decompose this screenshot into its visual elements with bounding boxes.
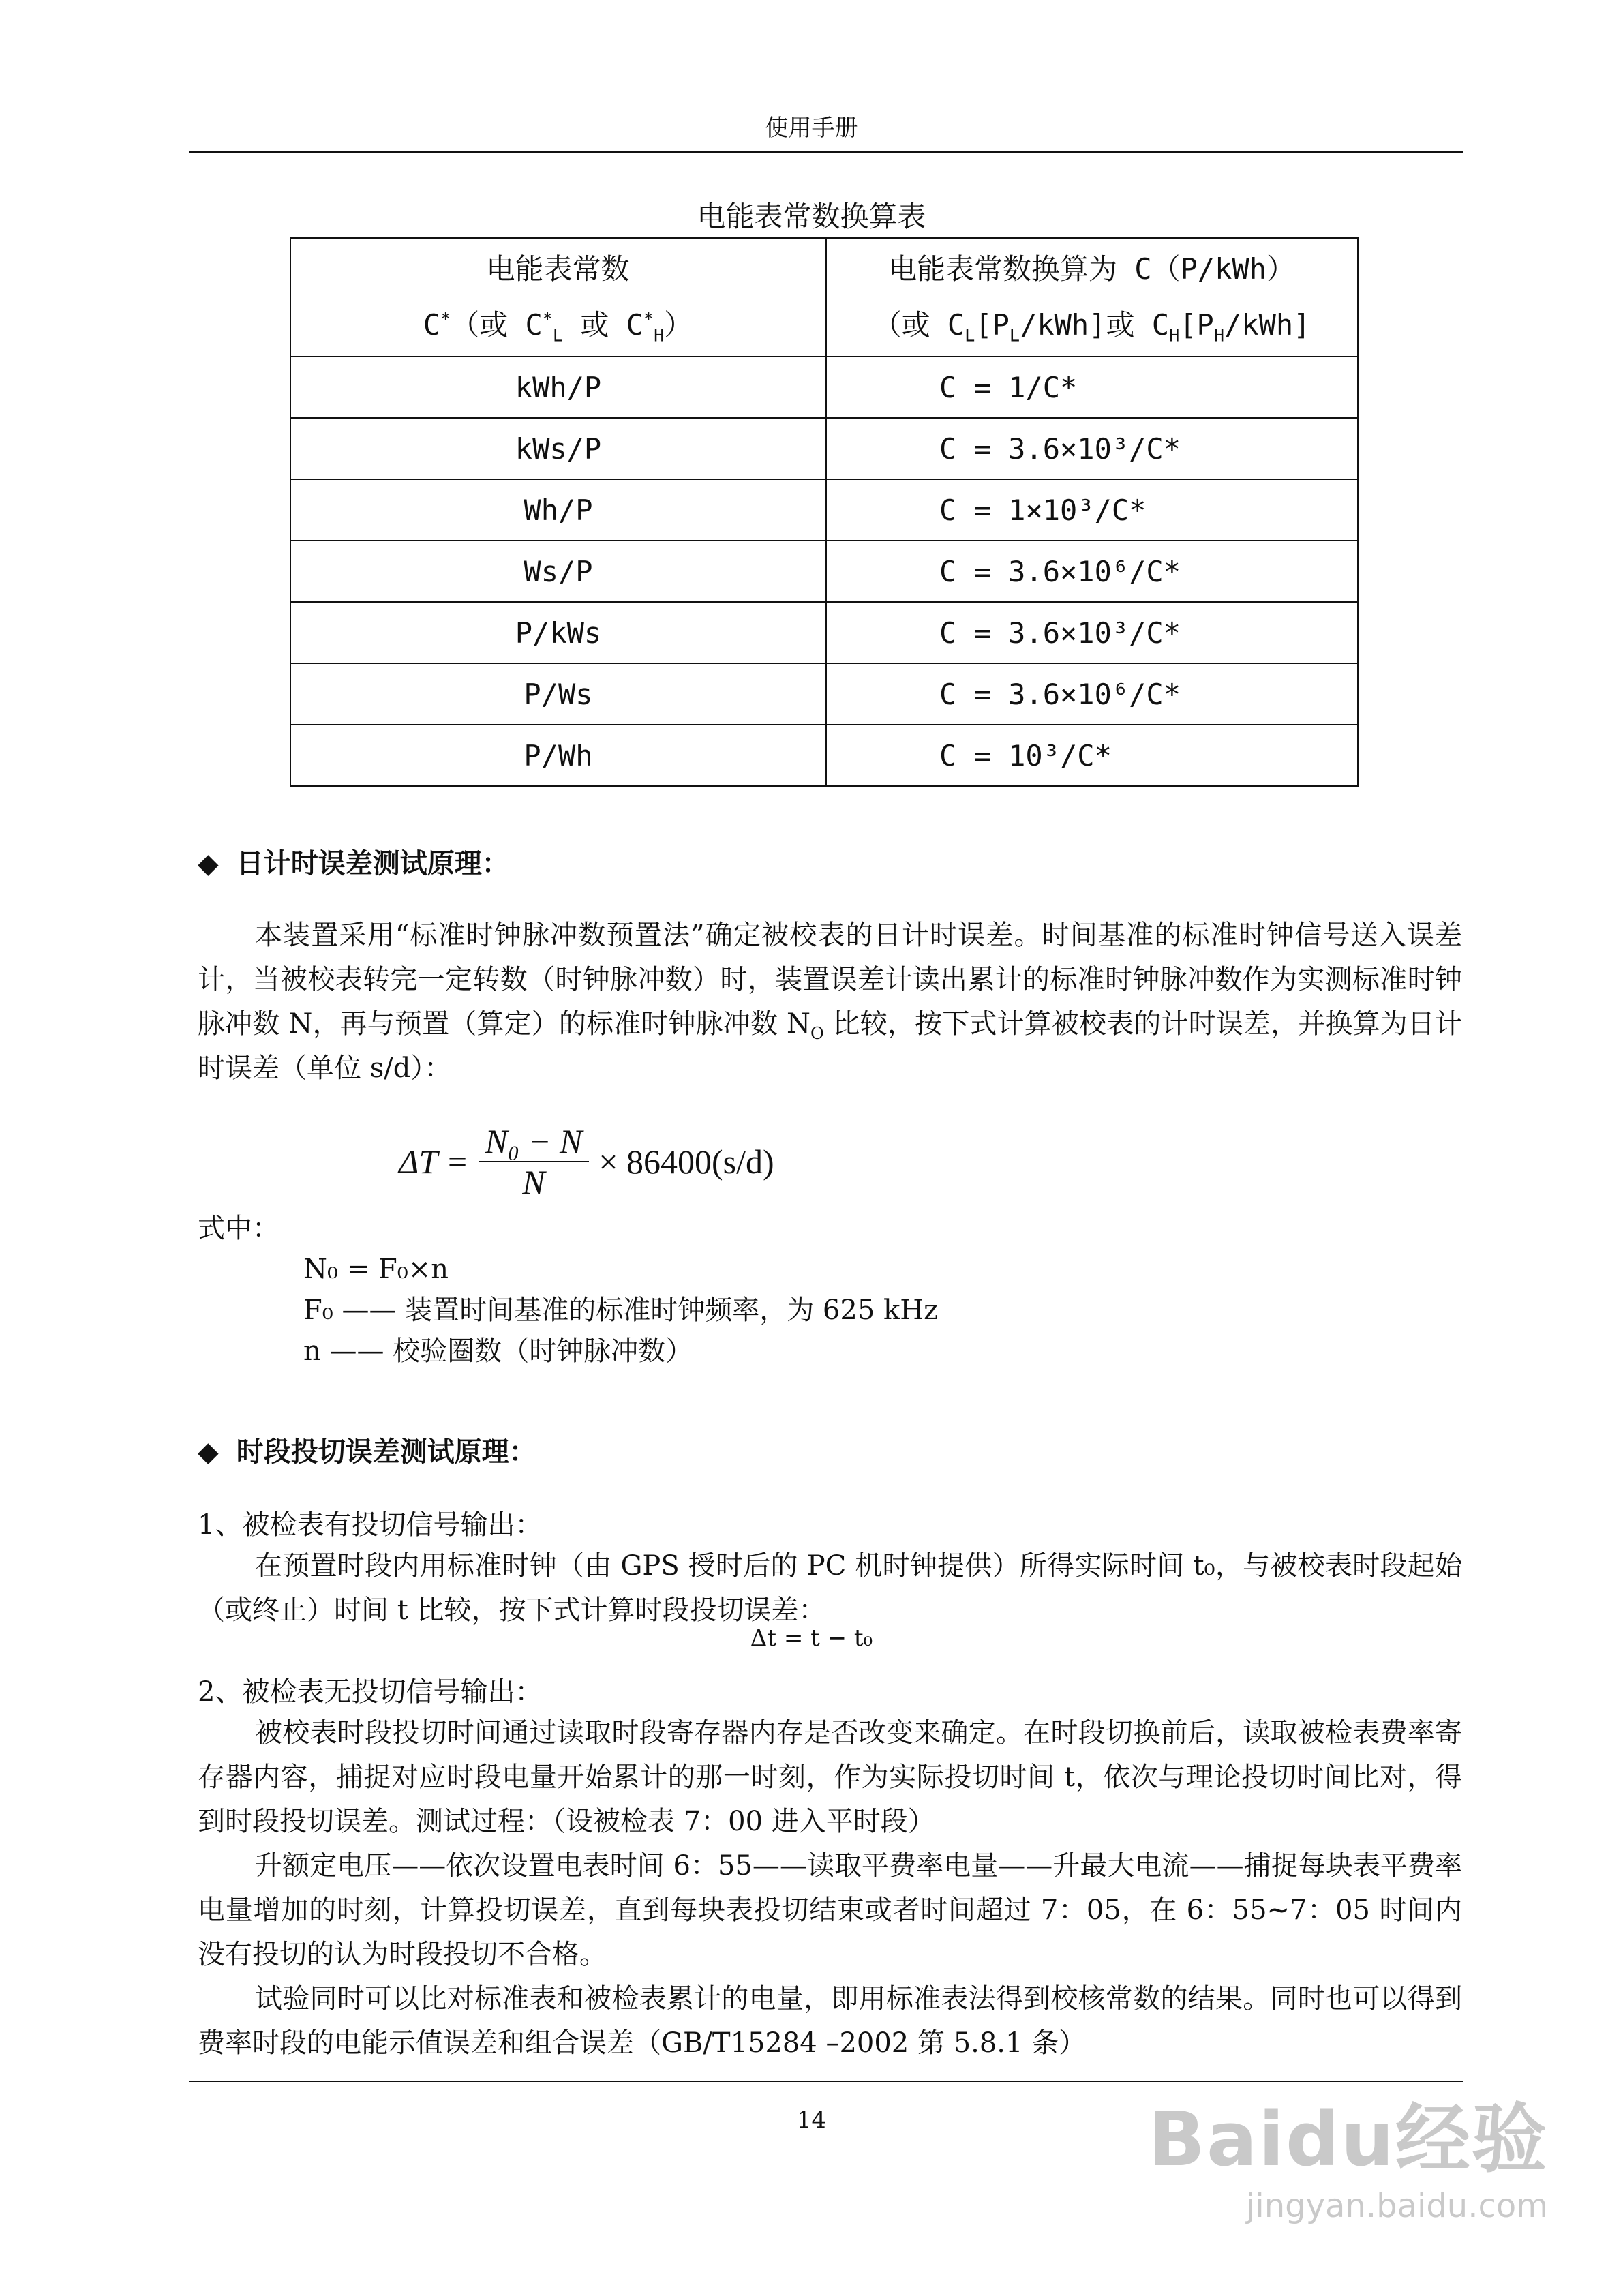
formula-cell: C = 3.6×10³/C*	[826, 602, 1358, 663]
section1-paragraph-text: 本装置采用“标准时钟脉冲数预置法”确定被校表的日计时误差。时间基准的标准时钟信号送入误差计，当被校表转完一定转数（时钟脉冲数）时，装置误差计读出累计的标准时钟脉冲数作为实测标准时钟脉冲数 N，再与预置（算定）的标准时钟脉冲数 N	[198, 920, 1462, 1040]
watermark-url: jingyan.baidu.com	[1246, 2187, 1548, 2225]
page-header-title: 使用手册	[765, 115, 858, 142]
formula-cell: C = 3.6×10³/C*	[826, 418, 1358, 479]
watermark-logo: Baidu经验	[1148, 2096, 1548, 2183]
table-row	[290, 663, 1358, 725]
unit-cell: Ws/P	[290, 541, 826, 602]
header-col1-line1: 电能表常数	[486, 252, 630, 286]
item2-title: 2、被检表无投切信号输出：	[198, 1676, 543, 1708]
item2-extra: 试验同时可以比对标准表和被检表累计的电量，即用标准表法得到校核常数的结果。同时也可以得到费率时段的电能示值误差和组合误差（GB/T15284 –2002 第 5.8.1 条）	[198, 1983, 1462, 2059]
formula-fraction	[479, 1121, 590, 1202]
item2-text: 被校表时段投切时间通过读取时段寄存器内存是否改变来确定。在时段切换前后，读取被检表费率寄存器内容，捕捉对应时段电量开始累计的那一时刻，作为实际投切时间 t，依次与理论投切时间比对，得到时段投切误差。测试过程：（设被检表 7：00 进入平时段）	[198, 1717, 1462, 1837]
page-number: 14	[796, 2106, 827, 2134]
switch-error-formula: Δt = t − t₀	[750, 1625, 873, 1652]
daily-error-formula	[399, 1121, 774, 1202]
section1-paragraph-tail: 比较，按下式计算被校表的计时误差，并换算为日计时误差（单位 s/d）：	[198, 1008, 1463, 1084]
table-row	[290, 725, 1358, 786]
section1-paragraph: 本装置采用“标准时钟脉冲数预置法”确定被校表的日计时误差。时间基准的标准时钟信号送入误差计，当被校表转完一定转数（时钟脉冲数）时，装置误差计读出累计的标准时钟脉冲数作为实测标准时钟脉冲数 N，再与预置（算定）的标准时钟脉冲数 $N_O$ 比较，按下式计算被校表的计时误差，并换算为日计时误差（单位 s/d）：	[198, 920, 1463, 1084]
formula-cell: C = 3.6×10⁶/C*	[826, 663, 1358, 725]
table-row	[290, 541, 1358, 602]
item2-process: 升额定电压——依次设置电表时间 6：55——读取平费率电量——升最大电流——捕捉每块表平费率电量增加的时刻，计算投切误差，直到每块表投切结束或者时间超过 7：05，在 6：55~7：05 时间内没有投切的认为时段投切不合格。	[198, 1850, 1462, 1970]
formula-cell: C = 1/C*	[826, 357, 1358, 418]
formula-numerator: N₀ − N	[479, 1121, 590, 1162]
formula-cell: C = 10³/C*	[826, 725, 1358, 786]
unit-cell: P/Ws	[290, 663, 826, 725]
table-row	[290, 418, 1358, 479]
section2-title: 时段投切误差测试原理：	[236, 1436, 536, 1468]
unit-cell: P/kWs	[290, 602, 826, 663]
definition-item: N₀ = F₀×n	[303, 1254, 449, 1285]
table-row	[290, 602, 1358, 663]
formula-lhs: ΔT =	[399, 1143, 469, 1181]
definition-list	[303, 1249, 938, 1372]
table-row	[290, 357, 1358, 418]
item1-text: 在预置时段内用标准时钟（由 GPS 授时后的 PC 机时钟提供）所得实际时间 t₀，与被校表时段起始（或终止）时间 t 比较，按下式计算时段投切误差：	[198, 1550, 1462, 1626]
baidu-watermark	[1148, 2079, 1548, 2225]
header-col-formula	[826, 238, 1358, 357]
table-caption: 电能表常数换算表	[697, 200, 926, 233]
section1-title: 日计时误差测试原理：	[236, 848, 509, 879]
unit-cell: Wh/P	[290, 479, 826, 541]
section-heading-switch-error	[198, 1430, 536, 1469]
header-col2-line1: 电能表常数换算为 C（P/kWh）	[888, 252, 1295, 286]
header-col-constant	[290, 238, 826, 357]
diamond-bullet-icon: ◆	[198, 1436, 219, 1468]
section-heading-daily-error	[198, 842, 509, 881]
formula-cell: C = 1×10³/C*	[826, 479, 1358, 541]
unit-cell: kWh/P	[290, 357, 826, 418]
header-col2-line2: （或 $C_L[P_L/kWh]$或 $C_H[P_H/kWh]$	[873, 308, 1311, 346]
unit-cell: P/Wh	[290, 725, 826, 786]
unit-cell: kWs/P	[290, 418, 826, 479]
constant-conversion-table	[290, 237, 1359, 787]
where-label: 式中：	[198, 1213, 279, 1244]
definition-item: n —— 校验圈数（时钟脉冲数）	[303, 1335, 693, 1367]
formula-cell: C = 3.6×10⁶/C*	[826, 541, 1358, 602]
header-col1-line2: C*（或 $C^*_L$ 或 $C^*_H$）	[423, 308, 693, 346]
table-header-row	[290, 238, 1358, 357]
formula-denominator: N	[522, 1163, 545, 1201]
diamond-bullet-icon: ◆	[198, 848, 219, 879]
header-rule	[189, 151, 1463, 153]
formula-factor: × 86400(s/d)	[598, 1143, 774, 1181]
definition-item: F₀ —— 装置时间基准的标准时钟频率，为 625 kHz	[303, 1295, 939, 1326]
item1-title: 1、被检表有投切信号输出：	[198, 1509, 543, 1541]
table-row	[290, 479, 1358, 541]
